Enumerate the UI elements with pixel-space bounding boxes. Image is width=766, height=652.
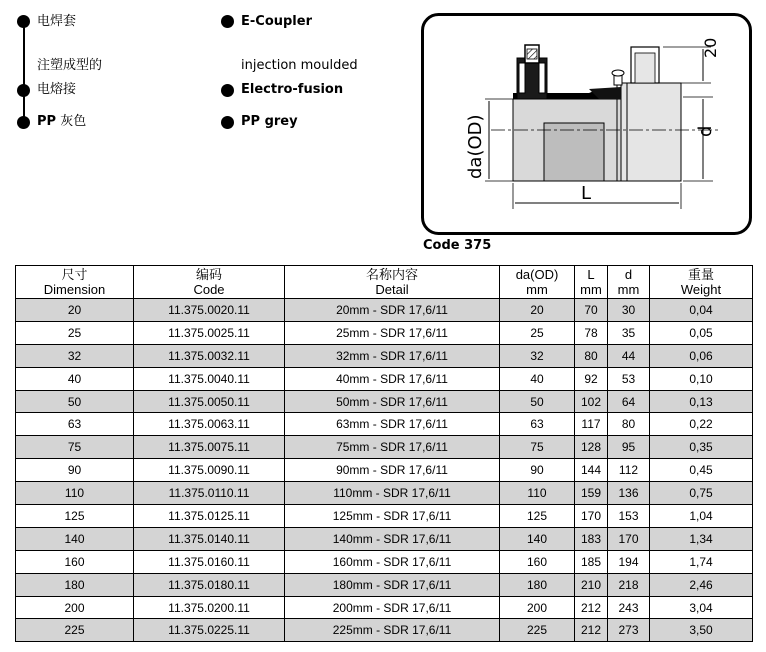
cell-code: 11.375.0160.11 — [134, 550, 285, 573]
cell-detail: 225mm - SDR 17,6/11 — [285, 619, 500, 642]
cell-d: 194 — [608, 550, 650, 573]
cell-weight: 0,75 — [650, 482, 753, 505]
col-header-code: 编码 Code — [134, 266, 285, 299]
cell-L: 210 — [575, 573, 608, 596]
cell-detail: 110mm - SDR 17,6/11 — [285, 482, 500, 505]
table-row — [16, 390, 753, 413]
cell-detail: 63mm - SDR 17,6/11 — [285, 413, 500, 436]
cell-weight: 1,04 — [650, 505, 753, 528]
cell-da: 32 — [500, 344, 575, 367]
molding-zh: 注塑成型的 — [37, 58, 103, 73]
legend-bullet-icon — [17, 15, 30, 28]
cell-da: 63 — [500, 413, 575, 436]
cell-weight: 0,45 — [650, 459, 753, 482]
dimension-d-label: d — [695, 125, 716, 137]
table-row — [16, 436, 753, 459]
cell-L: 80 — [575, 344, 608, 367]
material-zh-color: 灰色 — [60, 114, 87, 129]
product-legend — [0, 0, 420, 140]
coupler-technical-drawing — [421, 13, 752, 235]
legend-bullet-icon — [221, 116, 234, 129]
cell-weight: 0,10 — [650, 367, 753, 390]
cell-dimension: 110 — [16, 482, 134, 505]
cell-da: 180 — [500, 573, 575, 596]
cell-da: 110 — [500, 482, 575, 505]
cell-weight: 0,35 — [650, 436, 753, 459]
joining-zh: 电熔接 — [37, 82, 77, 97]
cell-d: 30 — [608, 299, 650, 322]
legend-bullet-icon — [17, 116, 30, 129]
cell-weight: 3,50 — [650, 619, 753, 642]
table-row — [16, 505, 753, 528]
table-row — [16, 299, 753, 322]
cell-da: 140 — [500, 527, 575, 550]
cell-da: 160 — [500, 550, 575, 573]
cell-d: 170 — [608, 527, 650, 550]
legend-bullet-icon — [17, 84, 30, 97]
cell-detail: 90mm - SDR 17,6/11 — [285, 459, 500, 482]
table-row — [16, 344, 753, 367]
material-zh — [37, 114, 86, 130]
molding-en: injection moulded — [241, 58, 358, 73]
table-row — [16, 527, 753, 550]
cell-detail: 50mm - SDR 17,6/11 — [285, 390, 500, 413]
joining-en: Electro-fusion — [241, 82, 344, 97]
cell-da: 25 — [500, 321, 575, 344]
table-row — [16, 619, 753, 642]
cell-d: 153 — [608, 505, 650, 528]
cell-dimension: 40 — [16, 367, 134, 390]
cell-dimension: 125 — [16, 505, 134, 528]
cell-dimension: 160 — [16, 550, 134, 573]
material-zh-code: PP — [37, 114, 57, 129]
cell-L: 128 — [575, 436, 608, 459]
cell-code: 11.375.0025.11 — [134, 321, 285, 344]
cell-L: 117 — [575, 413, 608, 436]
drawing-caption: Code 375 — [423, 238, 492, 253]
table-row — [16, 367, 753, 390]
cell-da: 50 — [500, 390, 575, 413]
cell-d: 95 — [608, 436, 650, 459]
table-row — [16, 413, 753, 436]
cell-dimension: 25 — [16, 321, 134, 344]
cell-detail: 20mm - SDR 17,6/11 — [285, 299, 500, 322]
cell-d: 112 — [608, 459, 650, 482]
material-en: PP grey — [241, 114, 298, 129]
table-row — [16, 321, 753, 344]
cell-da: 200 — [500, 596, 575, 619]
cell-d: 136 — [608, 482, 650, 505]
legend-connector-line — [23, 22, 25, 122]
cell-weight: 0,13 — [650, 390, 753, 413]
cell-L: 212 — [575, 619, 608, 642]
cell-weight: 2,46 — [650, 573, 753, 596]
dimension-da-label: da(OD) — [465, 114, 486, 179]
cell-code: 11.375.0075.11 — [134, 436, 285, 459]
cell-d: 53 — [608, 367, 650, 390]
product-name-en: E-Coupler — [241, 14, 312, 29]
cell-L: 183 — [575, 527, 608, 550]
cell-weight: 0,05 — [650, 321, 753, 344]
cell-dimension: 180 — [16, 573, 134, 596]
cell-detail: 140mm - SDR 17,6/11 — [285, 527, 500, 550]
cell-detail: 25mm - SDR 17,6/11 — [285, 321, 500, 344]
cell-L: 159 — [575, 482, 608, 505]
col-header-L: L mm — [575, 266, 608, 299]
cell-code: 11.375.0140.11 — [134, 527, 285, 550]
cell-weight: 0,22 — [650, 413, 753, 436]
dimension-20-label: 20 — [701, 37, 720, 58]
cell-detail: 32mm - SDR 17,6/11 — [285, 344, 500, 367]
cell-detail: 40mm - SDR 17,6/11 — [285, 367, 500, 390]
cell-dimension: 200 — [16, 596, 134, 619]
cell-detail: 200mm - SDR 17,6/11 — [285, 596, 500, 619]
cell-weight: 0,04 — [650, 299, 753, 322]
cell-d: 273 — [608, 619, 650, 642]
table-row — [16, 573, 753, 596]
cell-code: 11.375.0090.11 — [134, 459, 285, 482]
cell-dimension: 50 — [16, 390, 134, 413]
cell-code: 11.375.0050.11 — [134, 390, 285, 413]
cell-code: 11.375.0200.11 — [134, 596, 285, 619]
cell-L: 170 — [575, 505, 608, 528]
cell-weight: 1,34 — [650, 527, 753, 550]
cell-d: 35 — [608, 321, 650, 344]
cell-L: 144 — [575, 459, 608, 482]
table-header-row — [16, 266, 753, 299]
cell-code: 11.375.0020.11 — [134, 299, 285, 322]
cell-code: 11.375.0063.11 — [134, 413, 285, 436]
col-header-detail: 名称内容 Detail — [285, 266, 500, 299]
cell-dimension: 75 — [16, 436, 134, 459]
cell-weight: 0,06 — [650, 344, 753, 367]
cell-da: 225 — [500, 619, 575, 642]
cell-code: 11.375.0180.11 — [134, 573, 285, 596]
cell-L: 185 — [575, 550, 608, 573]
table-row — [16, 550, 753, 573]
cell-d: 243 — [608, 596, 650, 619]
cell-da: 40 — [500, 367, 575, 390]
product-name-zh: 电焊套 — [37, 14, 77, 29]
col-header-dimension: 尺寸 Dimension — [16, 266, 134, 299]
legend-bullet-icon — [221, 84, 234, 97]
specification-table — [15, 265, 753, 642]
cell-detail: 75mm - SDR 17,6/11 — [285, 436, 500, 459]
cell-L: 102 — [575, 390, 608, 413]
cell-detail: 125mm - SDR 17,6/11 — [285, 505, 500, 528]
cell-code: 11.375.0125.11 — [134, 505, 285, 528]
col-header-weight: 重量 Weight — [650, 266, 753, 299]
dimension-L-label: L — [581, 183, 592, 204]
cell-code: 11.375.0110.11 — [134, 482, 285, 505]
cell-detail: 160mm - SDR 17,6/11 — [285, 550, 500, 573]
cell-dimension: 140 — [16, 527, 134, 550]
cell-code: 11.375.0225.11 — [134, 619, 285, 642]
cell-detail: 180mm - SDR 17,6/11 — [285, 573, 500, 596]
cell-dimension: 20 — [16, 299, 134, 322]
cell-da: 75 — [500, 436, 575, 459]
cell-L: 70 — [575, 299, 608, 322]
cell-d: 218 — [608, 573, 650, 596]
cell-da: 125 — [500, 505, 575, 528]
cell-d: 64 — [608, 390, 650, 413]
cell-d: 80 — [608, 413, 650, 436]
col-header-da: da(OD) mm — [500, 266, 575, 299]
cell-L: 212 — [575, 596, 608, 619]
cell-L: 78 — [575, 321, 608, 344]
cell-dimension: 90 — [16, 459, 134, 482]
cell-weight: 1,74 — [650, 550, 753, 573]
cell-dimension: 32 — [16, 344, 134, 367]
cell-dimension: 63 — [16, 413, 134, 436]
cell-weight: 3,04 — [650, 596, 753, 619]
table-body — [16, 299, 753, 642]
legend-bullet-icon — [221, 15, 234, 28]
cell-dimension: 225 — [16, 619, 134, 642]
cell-d: 44 — [608, 344, 650, 367]
cell-code: 11.375.0040.11 — [134, 367, 285, 390]
cell-L: 92 — [575, 367, 608, 390]
cell-code: 11.375.0032.11 — [134, 344, 285, 367]
table-row — [16, 596, 753, 619]
table-row — [16, 482, 753, 505]
cell-da: 90 — [500, 459, 575, 482]
coupler-drawing-svg — [421, 13, 752, 235]
col-header-d: d mm — [608, 266, 650, 299]
table-row — [16, 459, 753, 482]
cell-da: 20 — [500, 299, 575, 322]
